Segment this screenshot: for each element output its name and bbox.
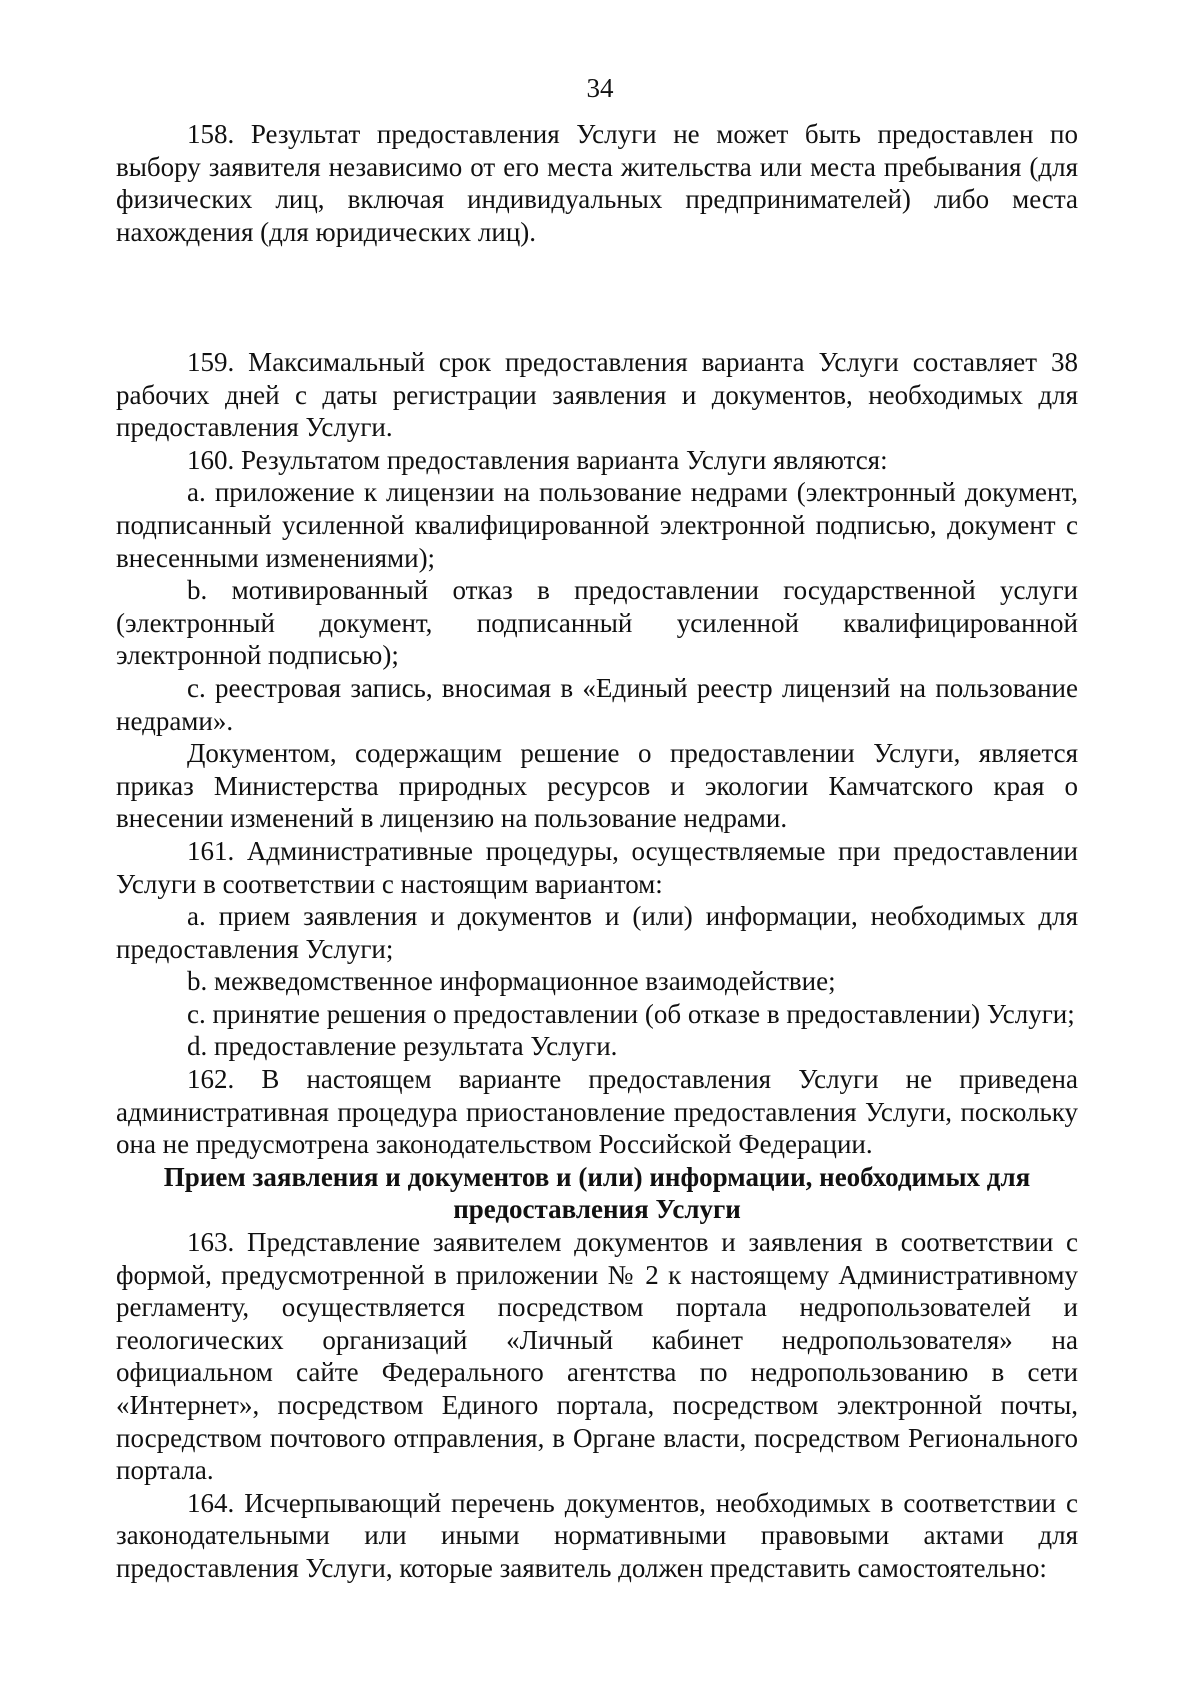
list-item-161-a: a. прием заявления и документов и (или) информации, необходимых для предоставления Услуги; <box>116 901 1078 964</box>
paragraph-162: 162. В настоящем варианте предоставления Услуги не приведена административная процедура приостановление предоставления Услуги, поскольку она не предусмотрена законодательством Российской Федерации. <box>116 1064 1078 1160</box>
list-item-161-c: c. принятие решения о предоставлении (об отказе в предоставлении) Услуги; <box>187 998 1075 1029</box>
page-number: 34 <box>586 73 614 103</box>
list-item-160-a: a. приложение к лицензии на пользование недрами (электронный документ, подписанный усиленной квалифицированной электронной подписью, документ с внесенными изменениями); <box>116 477 1078 573</box>
paragraph-160: 160. Результатом предоставления варианта Услуги являются: <box>187 444 888 475</box>
paragraph-161: 161. Административные процедуры, осуществляемые при предоставлении Услуги в соответствии с настоящим вариантом: <box>116 835 1078 899</box>
section-heading: Прием заявления и документов и (или) информации, необходимых для предоставления Услуги <box>163 1161 1031 1225</box>
paragraph-group-main <box>116 346 1078 1585</box>
paragraph-group-top <box>116 118 1078 248</box>
paragraph-159: 159. Максимальный срок предоставления варианта Услуги составляет 38 рабочих дней с даты регистрации заявления и документов, необходимых для предоставления Услуги. <box>116 347 1078 443</box>
list-item-161-b: b. межведомственное информационное взаимодействие; <box>187 966 836 997</box>
list-item-160-c: c. реестровая запись, вносимая в «Единый реестр лицензий на пользование недрами». <box>116 672 1078 736</box>
paragraph-163: 163. Представление заявителем документов и заявления в соответствии с формой, предусмотренной в приложении № 2 к настоящему Административному регламенту, осуществляется посредством портала недропользователей и геологических организаций «Личный кабинет недропользователя» на официальном сайте Федерального агентства по недропользованию в сети «Интернет», посредством Единого портала, посредством электронной почты, посредством почтового отправления, в Органе власти, посредством Регионального портала. <box>116 1227 1078 1486</box>
list-item-161-d: d. предоставление результата Услуги. <box>187 1031 618 1062</box>
list-item-160-b: b. мотивированный отказ в предоставлении государственной услуги (электронный документ, подписанный усиленной квалифицированной электронной подписью); <box>116 575 1078 671</box>
paragraph-decision-document: Документом, содержащим решение о предоставлении Услуги, является приказ Министерства природных ресурсов и экологии Камчатского края о внесении изменений в лицензию на пользование недрами. <box>116 738 1078 834</box>
paragraph-164: 164. Исчерпывающий перечень документов, необходимых в соответствии с законодательными или иными нормативными правовыми актами для предоставления Услуги, которые заявитель должен представить самостоятельно: <box>116 1487 1078 1583</box>
paragraph-158: 158. Результат предоставления Услуги не может быть предоставлен по выбору заявителя независимо от его места жительства или места пребывания (для физических лиц, включая индивидуальных предпринимателей) либо места нахождения (для юридических лиц). <box>116 119 1078 247</box>
